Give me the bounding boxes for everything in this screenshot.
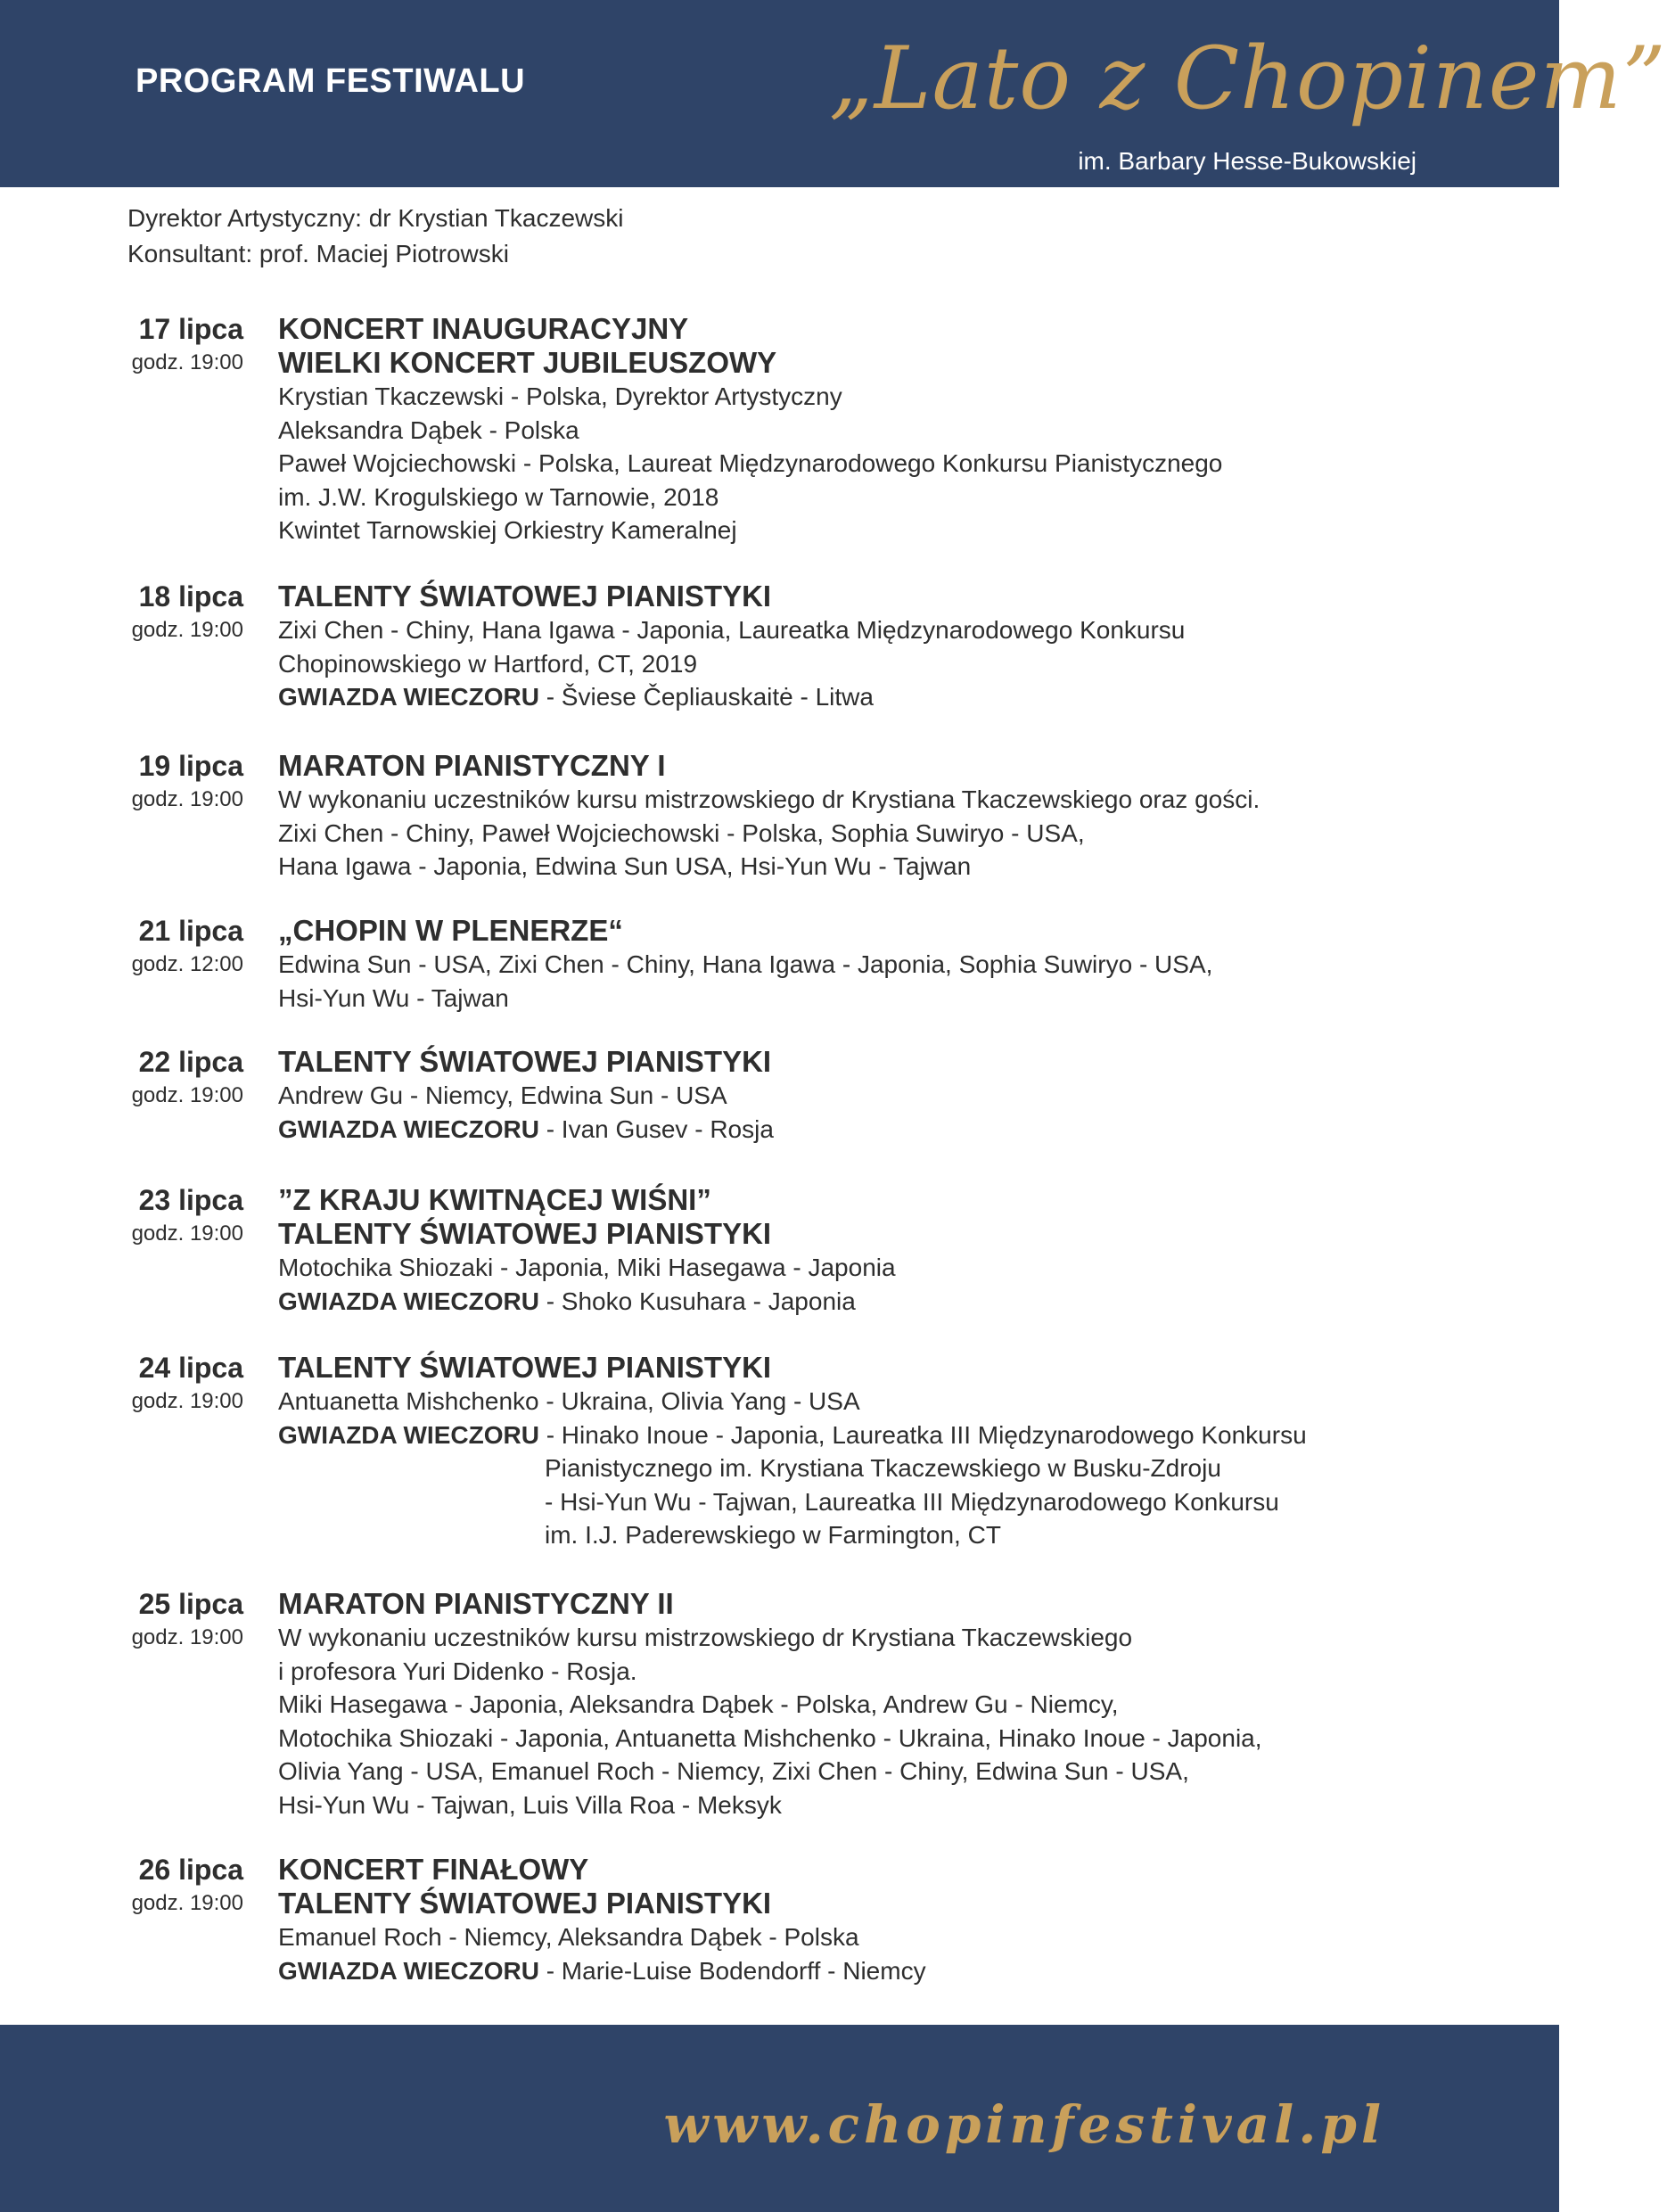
event-title: KONCERT FINAŁOWY: [278, 1853, 589, 1886]
star-of-evening-label: GWIAZDA WIECZORU: [278, 683, 539, 711]
star-continuation-line: - Hsi-Yun Wu - Tajwan, Laureatka III Międzynarodowego Konkursu: [545, 1487, 1279, 1516]
event-date: 24 lipca: [138, 1352, 243, 1384]
festival-logo: „Lato z Chopinem”: [829, 29, 1667, 128]
event-date: 18 lipca: [138, 580, 243, 613]
event-details: [278, 914, 1437, 1015]
performer-line: Aleksandra Dąbek - Polska: [278, 415, 579, 444]
performer-line: Hsi-Yun Wu - Tajwan, Luis Villa Roa - Meksyk: [278, 1790, 782, 1819]
performer-line: Zixi Chen - Chiny, Paweł Wojciechowski - Polska, Sophia Suwiryo - USA,: [278, 818, 1085, 847]
website-url[interactable]: www.chopinfestival.pl: [663, 2094, 1385, 2155]
performer-line: Miki Hasegawa - Japonia, Aleksandra Dąbek - Polska, Andrew Gu - Niemcy,: [278, 1690, 1119, 1718]
header-banner: [0, 0, 1667, 187]
performer-line: W wykonaniu uczestników kursu mistrzowskiego dr Krystiana Tkaczewskiego oraz gości.: [278, 785, 1261, 813]
star-of-evening-line: [278, 680, 1437, 714]
event-date: 21 lipca: [138, 915, 243, 947]
performer-line: Hana Igawa - Japonia, Edwina Sun USA, Hsi-Yun Wu - Tajwan: [278, 852, 972, 880]
event-time: godz. 19:00: [131, 1083, 243, 1107]
event-details: [278, 312, 1437, 547]
event-title: TALENTY ŚWIATOWEJ PIANISTYKI: [278, 1351, 772, 1384]
event-date: 26 lipca: [138, 1854, 243, 1886]
star-performer: - Šviese Čepliauskaitė - Litwa: [538, 683, 874, 711]
performer-line: i profesora Yuri Didenko - Rosja.: [278, 1657, 637, 1685]
star-of-evening-line: [278, 1954, 1437, 1988]
star-continuation-line: Pianistycznego im. Krystiana Tkaczewskiego w Busku-Zdroju: [545, 1454, 1221, 1482]
event-time: godz. 19:00: [131, 1891, 243, 1915]
event-details: [278, 1045, 1437, 1146]
event-details: [278, 749, 1437, 884]
performer-line: Krystian Tkaczewski - Polska, Dyrektor Artystyczny: [278, 382, 842, 410]
footer-banner: [0, 2025, 1559, 2212]
event-time: godz. 19:00: [131, 1389, 243, 1413]
consultant: Konsultant: prof. Maciej Piotrowski: [127, 240, 509, 267]
event-title: TALENTY ŚWIATOWEJ PIANISTYKI: [278, 1045, 772, 1078]
star-performer: - Hinako Inoue - Japonia, Laureatka III Międzynarodowego Konkursu: [538, 1420, 1307, 1449]
event-time: godz. 19:00: [131, 787, 243, 811]
event-details: [278, 1587, 1437, 1821]
star-of-evening-label: GWIAZDA WIECZORU: [278, 1114, 539, 1143]
performer-line: Motochika Shiozaki - Japonia, Miki Hasegawa - Japonia: [278, 1254, 896, 1281]
event-date: 23 lipca: [138, 1184, 243, 1216]
star-of-evening-label: GWIAZDA WIECZORU: [278, 1287, 539, 1315]
event-title: MARATON PIANISTYCZNY I: [278, 749, 666, 782]
logo-subtitle: im. Barbary Hesse-Bukowskiej: [1078, 147, 1417, 175]
event-time: godz. 19:00: [131, 1221, 243, 1246]
event-date: 22 lipca: [138, 1046, 243, 1078]
event-title: WIELKI KONCERT JUBILEUSZOWY: [278, 346, 777, 379]
artistic-director: Dyrektor Artystyczny: dr Krystian Tkaczewski: [127, 204, 624, 232]
event-details: [278, 1853, 1437, 1987]
event-title: „CHOPIN W PLENERZE“: [278, 914, 623, 947]
event-title: KONCERT INAUGURACYJNY: [278, 312, 689, 345]
event-details: [278, 580, 1437, 714]
event-time: godz. 12:00: [131, 952, 243, 976]
event-time: godz. 19:00: [131, 350, 243, 374]
event-details: [278, 1183, 1437, 1318]
star-performer: - Shoko Kusuhara - Japonia: [538, 1287, 856, 1315]
performer-line: Andrew Gu - Niemcy, Edwina Sun - USA: [278, 1081, 727, 1109]
star-of-evening-line: [278, 1113, 1437, 1147]
performer-line: Paweł Wojciechowski - Polska, Laureat Międzynarodowego Konkursu Pianistycznego: [278, 449, 1223, 477]
page-title: PROGRAM FESTIWALU: [135, 62, 526, 100]
star-of-evening-label: GWIAZDA WIECZORU: [278, 1420, 539, 1449]
performer-line: Chopinowskiego w Hartford, CT, 2019: [278, 649, 698, 678]
star-performer: - Ivan Gusev - Rosja: [538, 1114, 774, 1143]
performer-line: W wykonaniu uczestników kursu mistrzowskiego dr Krystiana Tkaczewskiego: [278, 1624, 1133, 1651]
star-of-evening-line: [278, 1418, 1437, 1452]
event-title: TALENTY ŚWIATOWEJ PIANISTYKI: [278, 580, 772, 613]
performer-line: Edwina Sun - USA, Zixi Chen - Chiny, Hana Igawa - Japonia, Sophia Suwiryo - USA,: [278, 950, 1213, 978]
performer-line: Hsi-Yun Wu - Tajwan: [278, 983, 509, 1012]
staff-credits: [127, 201, 624, 272]
event-details: [278, 1351, 1437, 1552]
event-title: MARATON PIANISTYCZNY II: [278, 1587, 674, 1620]
event-date: 25 lipca: [138, 1588, 243, 1620]
star-performer: - Marie-Luise Bodendorff - Niemcy: [538, 1956, 926, 1985]
star-of-evening-line: [278, 1285, 1437, 1319]
star-continuation-line: im. I.J. Paderewskiego w Farmington, CT: [545, 1521, 1001, 1549]
event-time: godz. 19:00: [131, 618, 243, 642]
performer-line: Motochika Shiozaki - Japonia, Antuanetta Mishchenko - Ukraina, Hinako Inoue - Japonia,: [278, 1723, 1262, 1752]
event-title: TALENTY ŚWIATOWEJ PIANISTYKI: [278, 1887, 772, 1920]
performer-line: Emanuel Roch - Niemcy, Aleksandra Dąbek - Polska: [278, 1923, 859, 1951]
performer-line: Kwintet Tarnowskiej Orkiestry Kameralnej: [278, 516, 737, 544]
event-title: ”Z KRAJU KWITNĄCEJ WIŚNI”: [278, 1183, 711, 1216]
performer-line: Olivia Yang - USA, Emanuel Roch - Niemcy, Zixi Chen - Chiny, Edwina Sun - USA,: [278, 1757, 1189, 1785]
star-of-evening-label: GWIAZDA WIECZORU: [278, 1956, 539, 1985]
event-date: 19 lipca: [138, 750, 243, 782]
event-time: godz. 19:00: [131, 1625, 243, 1649]
event-title: TALENTY ŚWIATOWEJ PIANISTYKI: [278, 1217, 772, 1250]
performer-line: Zixi Chen - Chiny, Hana Igawa - Japonia, Laureatka Międzynarodowego Konkursu: [278, 616, 1186, 644]
performer-line: im. J.W. Krogulskiego w Tarnowie, 2018: [278, 482, 719, 511]
event-date: 17 lipca: [138, 313, 243, 345]
performer-line: Antuanetta Mishchenko - Ukraina, Olivia Yang - USA: [278, 1387, 860, 1415]
